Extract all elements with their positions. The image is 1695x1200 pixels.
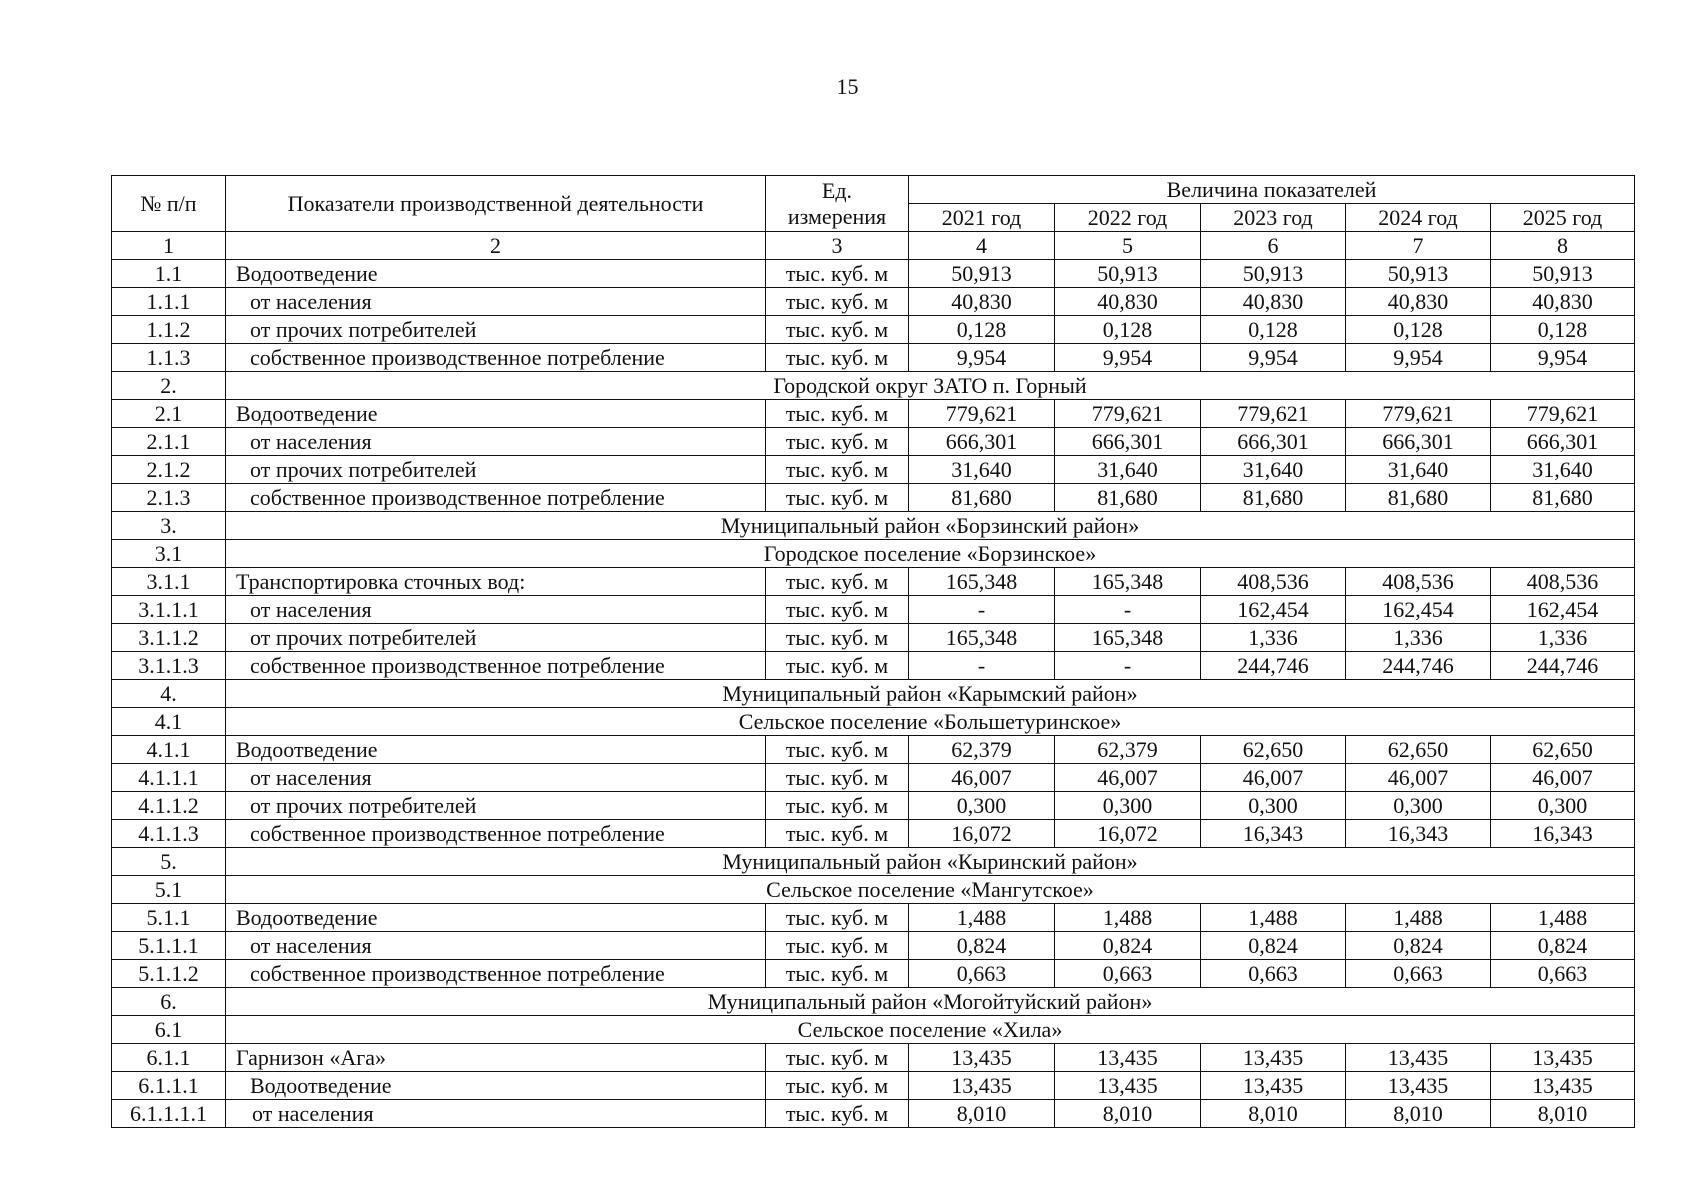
- row-number: 2.1.3: [112, 484, 226, 512]
- indicator-name: Водоотведение: [226, 904, 766, 932]
- row-number: 6.1.1.1: [112, 1072, 226, 1100]
- row-number: 2.1.1: [112, 428, 226, 456]
- row-number: 1.1.1: [112, 288, 226, 316]
- value-cell: 62,650: [1201, 736, 1346, 764]
- value-cell: 666,301: [1346, 428, 1491, 456]
- value-cell: 0,663: [1055, 960, 1201, 988]
- unit-cell: тыс. куб. м: [766, 792, 909, 820]
- unit-cell: тыс. куб. м: [766, 316, 909, 344]
- value-cell: 16,072: [1055, 820, 1201, 848]
- value-cell: 46,007: [1491, 764, 1635, 792]
- row-number: 2.1: [112, 400, 226, 428]
- unit-cell: тыс. куб. м: [766, 764, 909, 792]
- value-cell: 0,663: [1201, 960, 1346, 988]
- production-indicators-table: [111, 175, 1635, 1128]
- value-cell: 13,435: [1491, 1072, 1635, 1100]
- unit-cell: тыс. куб. м: [766, 820, 909, 848]
- value-cell: 8,010: [909, 1100, 1055, 1128]
- unit-cell: тыс. куб. м: [766, 932, 909, 960]
- value-cell: 9,954: [1201, 344, 1346, 372]
- header-row: [112, 176, 1635, 204]
- unit-cell: тыс. куб. м: [766, 288, 909, 316]
- table-row: [112, 260, 1635, 288]
- section-title: Городское поселение «Борзинское»: [226, 540, 1635, 568]
- value-cell: 0,128: [909, 316, 1055, 344]
- value-cell: 40,830: [1201, 288, 1346, 316]
- unit-cell: тыс. куб. м: [766, 456, 909, 484]
- indicator-name: Водоотведение: [226, 260, 766, 288]
- unit-cell: тыс. куб. м: [766, 624, 909, 652]
- value-cell: 779,621: [909, 400, 1055, 428]
- page-number: 15: [836, 74, 859, 99]
- column-number: 8: [1491, 232, 1635, 260]
- row-number: 2.: [112, 372, 226, 400]
- value-cell: 779,621: [1491, 400, 1635, 428]
- value-cell: 0,300: [1201, 792, 1346, 820]
- value-cell: 1,488: [909, 904, 1055, 932]
- table-row: [112, 764, 1635, 792]
- value-cell: 162,454: [1346, 596, 1491, 624]
- value-cell: 46,007: [909, 764, 1055, 792]
- row-number: 3.1.1.1: [112, 596, 226, 624]
- section-row: [112, 512, 1635, 540]
- column-number: 5: [1055, 232, 1201, 260]
- table-row: [112, 484, 1635, 512]
- value-cell: 1,488: [1491, 904, 1635, 932]
- header-year: 2021 год: [909, 204, 1055, 232]
- value-cell: 46,007: [1055, 764, 1201, 792]
- value-cell: 31,640: [909, 456, 1055, 484]
- indicator-name: собственное производственное потребление: [226, 820, 766, 848]
- section-row: [112, 372, 1635, 400]
- value-cell: -: [1055, 652, 1201, 680]
- unit-cell: тыс. куб. м: [766, 428, 909, 456]
- value-cell: 50,913: [1055, 260, 1201, 288]
- value-cell: 0,300: [909, 792, 1055, 820]
- value-cell: 1,336: [1346, 624, 1491, 652]
- row-number: 5.: [112, 848, 226, 876]
- value-cell: 62,650: [1346, 736, 1491, 764]
- column-numbers-row: [112, 232, 1635, 260]
- value-cell: 81,680: [1201, 484, 1346, 512]
- value-cell: -: [909, 652, 1055, 680]
- row-number: 5.1.1: [112, 904, 226, 932]
- row-number: 6.1: [112, 1016, 226, 1044]
- value-cell: 244,746: [1201, 652, 1346, 680]
- section-row: [112, 876, 1635, 904]
- value-cell: 162,454: [1491, 596, 1635, 624]
- row-number: 3.1.1: [112, 568, 226, 596]
- value-cell: 0,663: [909, 960, 1055, 988]
- section-title: Городской округ ЗАТО п. Горный: [226, 372, 1635, 400]
- table-row: [112, 1072, 1635, 1100]
- row-number: 4.1.1.2: [112, 792, 226, 820]
- value-cell: 0,300: [1346, 792, 1491, 820]
- row-number: 1.1.2: [112, 316, 226, 344]
- table-row: [112, 932, 1635, 960]
- value-cell: 1,488: [1346, 904, 1491, 932]
- column-number: 2: [226, 232, 766, 260]
- row-number: 3.1: [112, 540, 226, 568]
- unit-cell: тыс. куб. м: [766, 1100, 909, 1128]
- indicator-name: от прочих потребителей: [226, 792, 766, 820]
- row-number: 1.1.3: [112, 344, 226, 372]
- value-cell: 165,348: [909, 624, 1055, 652]
- unit-cell: тыс. куб. м: [766, 960, 909, 988]
- value-cell: 40,830: [909, 288, 1055, 316]
- value-cell: 1,488: [1055, 904, 1201, 932]
- table-row: [112, 792, 1635, 820]
- value-cell: 779,621: [1201, 400, 1346, 428]
- table-row: [112, 456, 1635, 484]
- value-cell: 40,830: [1346, 288, 1491, 316]
- section-title: Муниципальный район «Могойтуйский район»: [226, 988, 1635, 1016]
- unit-cell: тыс. куб. м: [766, 904, 909, 932]
- value-cell: 16,343: [1346, 820, 1491, 848]
- value-cell: 40,830: [1491, 288, 1635, 316]
- value-cell: 40,830: [1055, 288, 1201, 316]
- section-title: Сельское поселение «Хила»: [226, 1016, 1635, 1044]
- indicator-name: от населения: [226, 288, 766, 316]
- value-cell: 1,336: [1201, 624, 1346, 652]
- value-cell: 0,128: [1491, 316, 1635, 344]
- value-cell: 13,435: [1201, 1044, 1346, 1072]
- value-cell: 8,010: [1055, 1100, 1201, 1128]
- indicator-name: от населения: [226, 932, 766, 960]
- section-title: Муниципальный район «Кыринский район»: [226, 848, 1635, 876]
- value-cell: 31,640: [1346, 456, 1491, 484]
- row-number: 6.1.1.1.1: [112, 1100, 226, 1128]
- value-cell: 81,680: [1055, 484, 1201, 512]
- value-cell: 9,954: [909, 344, 1055, 372]
- unit-cell: тыс. куб. м: [766, 260, 909, 288]
- header-year: 2025 год: [1491, 204, 1635, 232]
- value-cell: 16,072: [909, 820, 1055, 848]
- value-cell: 165,348: [1055, 568, 1201, 596]
- value-cell: 9,954: [1055, 344, 1201, 372]
- column-number: 1: [112, 232, 226, 260]
- value-cell: -: [909, 596, 1055, 624]
- table-row: [112, 1044, 1635, 1072]
- table-row: [112, 400, 1635, 428]
- unit-cell: тыс. куб. м: [766, 736, 909, 764]
- table-row: [112, 904, 1635, 932]
- table-row: [112, 344, 1635, 372]
- header-year: 2023 год: [1201, 204, 1346, 232]
- value-cell: 13,435: [1491, 1044, 1635, 1072]
- value-cell: 13,435: [909, 1044, 1055, 1072]
- value-cell: 9,954: [1346, 344, 1491, 372]
- value-cell: 779,621: [1055, 400, 1201, 428]
- value-cell: 62,650: [1491, 736, 1635, 764]
- value-cell: 0,300: [1055, 792, 1201, 820]
- indicator-name: от прочих потребителей: [226, 316, 766, 344]
- unit-cell: тыс. куб. м: [766, 652, 909, 680]
- value-cell: 0,128: [1201, 316, 1346, 344]
- indicator-name: Транспортировка сточных вод:: [226, 568, 766, 596]
- row-number: 1.1: [112, 260, 226, 288]
- unit-cell: тыс. куб. м: [766, 1072, 909, 1100]
- header-unit-line2: измерения: [787, 203, 887, 229]
- row-number: 4.1: [112, 708, 226, 736]
- value-cell: 13,435: [1055, 1044, 1201, 1072]
- value-cell: 13,435: [1346, 1044, 1491, 1072]
- section-title: Сельское поселение «Мангутское»: [226, 876, 1635, 904]
- value-cell: 779,621: [1346, 400, 1491, 428]
- value-cell: 666,301: [909, 428, 1055, 456]
- value-cell: 31,640: [1491, 456, 1635, 484]
- row-number: 6.1.1: [112, 1044, 226, 1072]
- value-cell: 50,913: [909, 260, 1055, 288]
- value-cell: 0,824: [1491, 932, 1635, 960]
- section-row: [112, 680, 1635, 708]
- table-row: [112, 568, 1635, 596]
- value-cell: 8,010: [1201, 1100, 1346, 1128]
- value-cell: 408,536: [1201, 568, 1346, 596]
- indicator-name: от прочих потребителей: [226, 624, 766, 652]
- section-row: [112, 988, 1635, 1016]
- value-cell: 165,348: [1055, 624, 1201, 652]
- unit-cell: тыс. куб. м: [766, 344, 909, 372]
- section-title: Муниципальный район «Борзинский район»: [226, 512, 1635, 540]
- unit-cell: тыс. куб. м: [766, 1044, 909, 1072]
- row-number: 4.1.1: [112, 736, 226, 764]
- indicator-name: Водоотведение: [226, 736, 766, 764]
- table-row: [112, 316, 1635, 344]
- indicator-name: от населения: [226, 596, 766, 624]
- value-cell: 666,301: [1491, 428, 1635, 456]
- header-unit: [766, 176, 909, 232]
- value-cell: 46,007: [1346, 764, 1491, 792]
- indicator-name: от населения: [226, 1100, 766, 1128]
- row-number: 3.1.1.3: [112, 652, 226, 680]
- row-number: 5.1.1.1: [112, 932, 226, 960]
- table-row: [112, 820, 1635, 848]
- indicator-name: собственное производственное потребление: [226, 652, 766, 680]
- value-cell: 244,746: [1491, 652, 1635, 680]
- column-number: 4: [909, 232, 1055, 260]
- section-row: [112, 1016, 1635, 1044]
- table-body: [112, 260, 1635, 1128]
- indicator-name: Водоотведение: [226, 400, 766, 428]
- section-title: Сельское поселение «Большетуринское»: [226, 708, 1635, 736]
- value-cell: 81,680: [909, 484, 1055, 512]
- column-number: 7: [1346, 232, 1491, 260]
- table-row: [112, 288, 1635, 316]
- value-cell: 31,640: [1201, 456, 1346, 484]
- indicator-name: Водоотведение: [226, 1072, 766, 1100]
- row-number: 4.1.1.3: [112, 820, 226, 848]
- value-cell: 8,010: [1491, 1100, 1635, 1128]
- value-cell: 0,663: [1346, 960, 1491, 988]
- value-cell: 0,128: [1346, 316, 1491, 344]
- header-values: Величина показателей: [909, 176, 1635, 204]
- row-number: 3.1.1.2: [112, 624, 226, 652]
- value-cell: 666,301: [1055, 428, 1201, 456]
- value-cell: 81,680: [1491, 484, 1635, 512]
- row-number: 4.: [112, 680, 226, 708]
- unit-cell: тыс. куб. м: [766, 568, 909, 596]
- value-cell: -: [1055, 596, 1201, 624]
- indicator-name: собственное производственное потребление: [226, 484, 766, 512]
- table-row: [112, 736, 1635, 764]
- section-row: [112, 708, 1635, 736]
- value-cell: 62,379: [909, 736, 1055, 764]
- table-row: [112, 1100, 1635, 1128]
- indicator-name: собственное производственное потребление: [226, 344, 766, 372]
- value-cell: 9,954: [1491, 344, 1635, 372]
- header-indicator: Показатели производственной деятельности: [226, 176, 766, 232]
- value-cell: 0,663: [1491, 960, 1635, 988]
- row-number: 4.1.1.1: [112, 764, 226, 792]
- indicator-name: от населения: [226, 428, 766, 456]
- value-cell: 13,435: [1055, 1072, 1201, 1100]
- value-cell: 16,343: [1491, 820, 1635, 848]
- row-number: 3.: [112, 512, 226, 540]
- value-cell: 0,824: [909, 932, 1055, 960]
- value-cell: 50,913: [1346, 260, 1491, 288]
- value-cell: 13,435: [909, 1072, 1055, 1100]
- header-num: № п/п: [112, 176, 226, 232]
- value-cell: 13,435: [1346, 1072, 1491, 1100]
- row-number: 2.1.2: [112, 456, 226, 484]
- value-cell: 81,680: [1346, 484, 1491, 512]
- value-cell: 0,824: [1201, 932, 1346, 960]
- value-cell: 0,824: [1346, 932, 1491, 960]
- section-row: [112, 848, 1635, 876]
- unit-cell: тыс. куб. м: [766, 400, 909, 428]
- value-cell: 244,746: [1346, 652, 1491, 680]
- value-cell: 666,301: [1201, 428, 1346, 456]
- value-cell: 50,913: [1201, 260, 1346, 288]
- value-cell: 1,488: [1201, 904, 1346, 932]
- section-title: Муниципальный район «Карымский район»: [226, 680, 1635, 708]
- value-cell: 50,913: [1491, 260, 1635, 288]
- value-cell: 1,336: [1491, 624, 1635, 652]
- value-cell: 31,640: [1055, 456, 1201, 484]
- value-cell: 162,454: [1201, 596, 1346, 624]
- table-row: [112, 960, 1635, 988]
- table-row: [112, 652, 1635, 680]
- value-cell: 0,824: [1055, 932, 1201, 960]
- indicator-name: Гарнизон «Ага»: [226, 1044, 766, 1072]
- value-cell: 62,379: [1055, 736, 1201, 764]
- table-row: [112, 624, 1635, 652]
- section-row: [112, 540, 1635, 568]
- unit-cell: тыс. куб. м: [766, 484, 909, 512]
- value-cell: 13,435: [1201, 1072, 1346, 1100]
- column-number: 3: [766, 232, 909, 260]
- indicator-name: от прочих потребителей: [226, 456, 766, 484]
- value-cell: 16,343: [1201, 820, 1346, 848]
- value-cell: 408,536: [1346, 568, 1491, 596]
- value-cell: 8,010: [1346, 1100, 1491, 1128]
- value-cell: 0,300: [1491, 792, 1635, 820]
- row-number: 6.: [112, 988, 226, 1016]
- table-row: [112, 428, 1635, 456]
- value-cell: 165,348: [909, 568, 1055, 596]
- unit-cell: тыс. куб. м: [766, 596, 909, 624]
- value-cell: 0,128: [1055, 316, 1201, 344]
- header-unit-line1: Ед.: [821, 178, 853, 204]
- header-year: 2024 год: [1346, 204, 1491, 232]
- value-cell: 408,536: [1491, 568, 1635, 596]
- indicator-name: от населения: [226, 764, 766, 792]
- column-number: 6: [1201, 232, 1346, 260]
- indicator-name: собственное производственное потребление: [226, 960, 766, 988]
- row-number: 5.1: [112, 876, 226, 904]
- row-number: 5.1.1.2: [112, 960, 226, 988]
- value-cell: 46,007: [1201, 764, 1346, 792]
- header-year: 2022 год: [1055, 204, 1201, 232]
- table-row: [112, 596, 1635, 624]
